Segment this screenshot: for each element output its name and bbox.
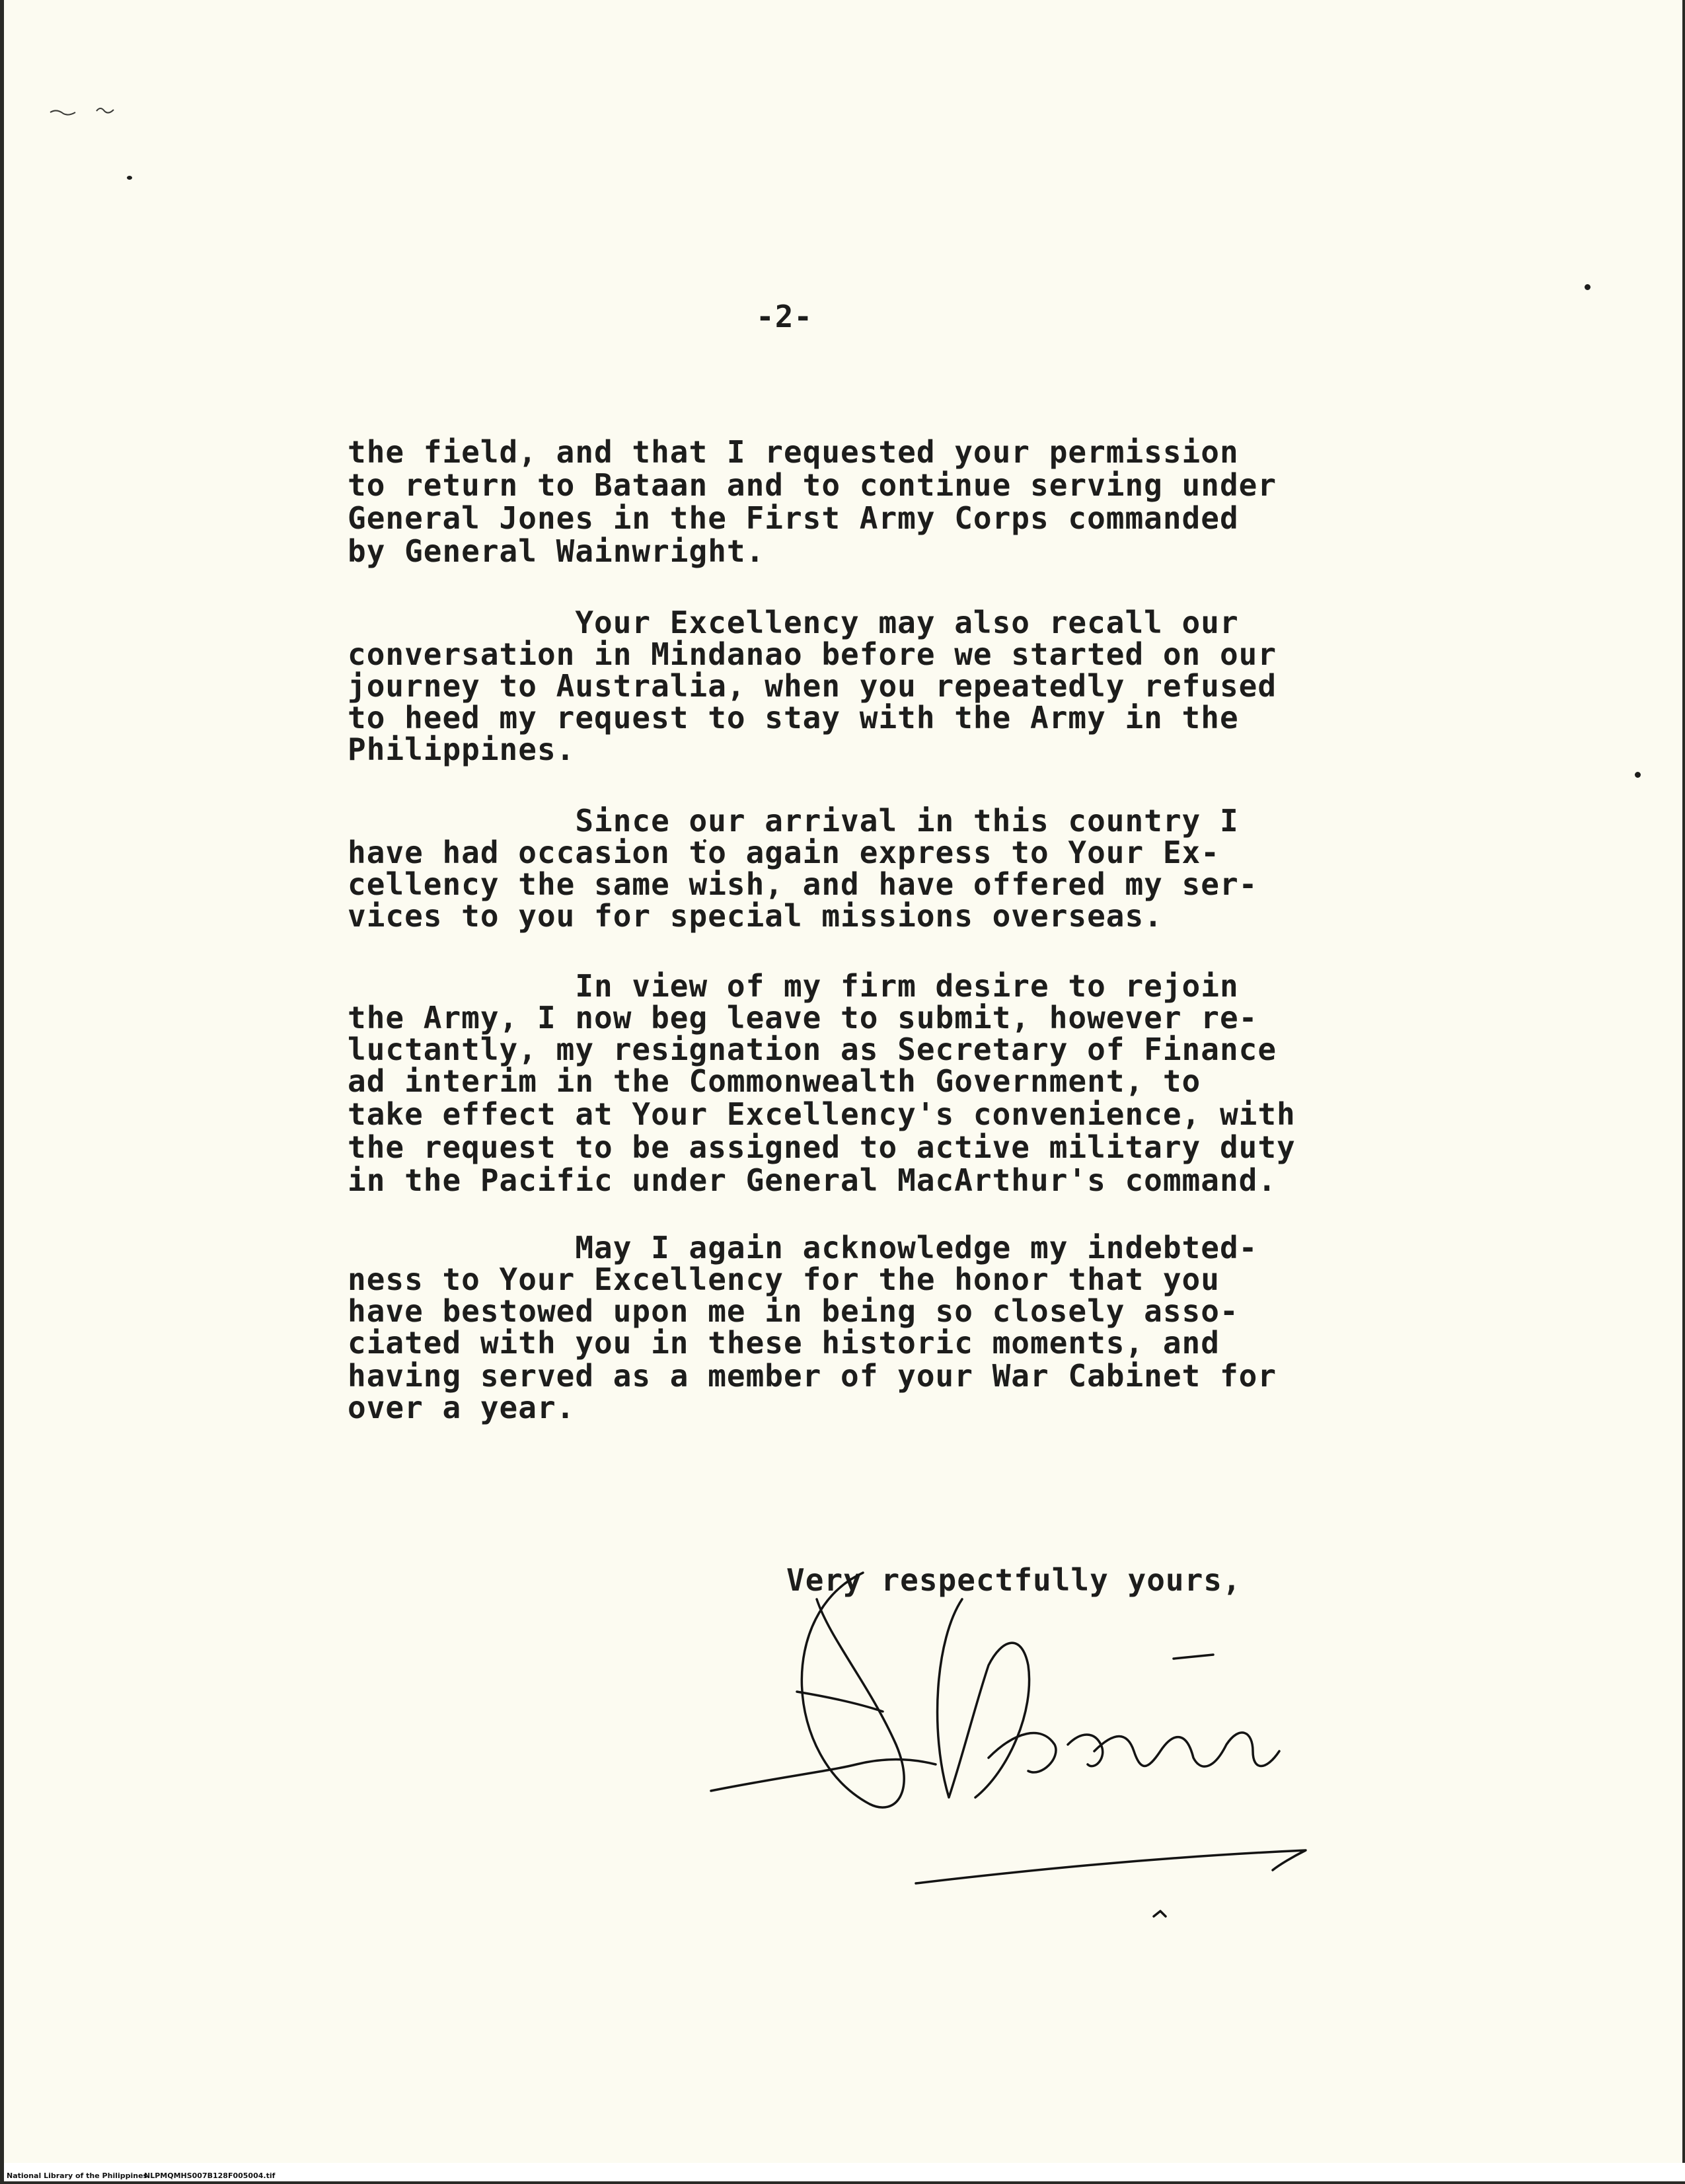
body-line: take effect at Your Excellency's convenience, with [348, 1096, 1296, 1132]
body-line: in the Pacific under General MacArthur's command. [348, 1162, 1277, 1198]
body-line: Since our arrival in this country I [348, 803, 1239, 839]
closing-salutation: Very respectfully yours, [786, 1562, 1242, 1598]
body-line: ness to Your Excellency for the honor that you [348, 1261, 1220, 1297]
body-line: Your Excellency may also recall our [348, 605, 1239, 640]
ink-speck [127, 176, 132, 180]
body-line: the request to be assigned to active military duty [348, 1129, 1296, 1165]
body-line: Philippines. [348, 732, 576, 767]
archive-footer [4, 2163, 1685, 2181]
body-line: the Army, I now beg leave to submit, however re- [348, 1000, 1258, 1036]
body-line: May I again acknowledge my indebted- [348, 1230, 1258, 1265]
ink-speck [1635, 772, 1641, 778]
ink-speck [1585, 284, 1591, 290]
handwritten-signature [698, 1560, 1332, 1930]
body-line: conversation in Mindanao before we started on our [348, 636, 1277, 672]
body-line: to return to Bataan and to continue serving under [348, 467, 1277, 503]
body-line: vices to you for special missions overseas. [348, 898, 1163, 934]
body-line: over a year. [348, 1390, 576, 1425]
body-line: ciated with you in these historic moments, and [348, 1325, 1220, 1361]
body-line: journey to Australia, when you repeatedly refused [348, 668, 1277, 704]
body-line: by General Wainwright. [348, 533, 765, 569]
body-line: the field, and that I requested your permission [348, 434, 1239, 470]
body-line: cellency the same wish, and have offered my ser- [348, 866, 1258, 902]
body-line: to heed my request to stay with the Army in the [348, 700, 1239, 735]
file-identifier: NLPMQMHS007B128F005004.tif [144, 2171, 276, 2180]
body-line: have had occasion to again express to Your Ex- [348, 835, 1220, 870]
body-line: ad interim in the Commonwealth Government, to [348, 1063, 1201, 1099]
pencil-scribble-mark [44, 99, 149, 132]
body-line: General Jones in the First Army Corps commanded [348, 500, 1239, 536]
body-line: In view of my firm desire to rejoin [348, 968, 1239, 1004]
body-line: have bestowed upon me in being so closely asso- [348, 1293, 1239, 1329]
body-line: having served as a member of your War Cabinet for [348, 1358, 1277, 1394]
archive-name: National Library of the Philippines [7, 2171, 148, 2180]
page-number: -2- [756, 299, 813, 334]
body-line: luctantly, my resignation as Secretary of Finance [348, 1032, 1277, 1067]
